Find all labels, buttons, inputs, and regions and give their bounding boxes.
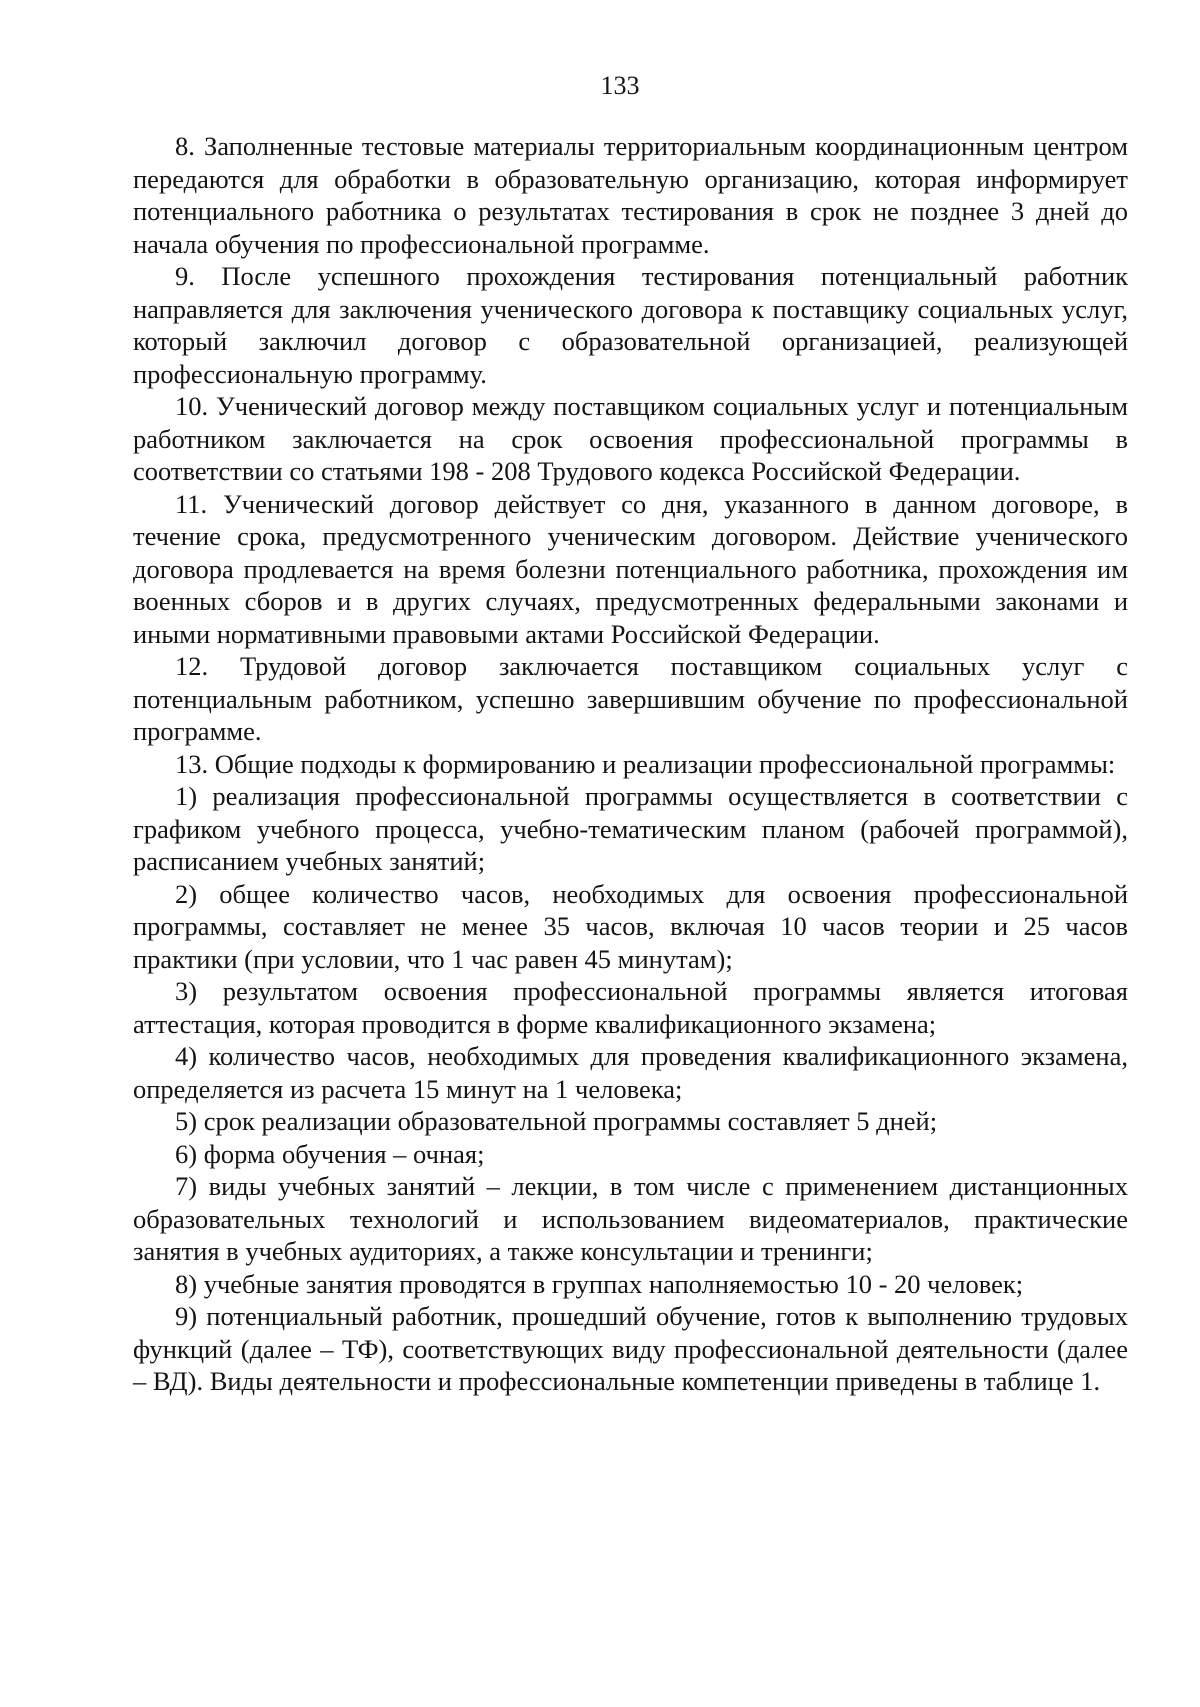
list-item-3: 3) результатом освоения профессиональной программы является итоговая аттестация, которая проводится в форме квалификационного экзамена; <box>133 976 1128 1039</box>
list-item-5: 5) срок реализации образовательной программы составляет 5 дней; <box>175 1106 938 1136</box>
list-item-9: 9) потенциальный работник, прошедший обучение, готов к выполнению трудовых функций (далее – ТФ), соответствующих виду профессиональной деятельности (далее – ВД). Виды деятельности и профессиональные компетенции приведены в таблице 1. <box>133 1301 1128 1396</box>
paragraph-13: 13. Общие подходы к формированию и реализации профессиональной программы: <box>175 748 1116 779</box>
list-item-1: 1) реализация профессиональной программы осуществляется в соответствии с графиком учебного процесса, учебно-тематическим планом (рабочей программой), расписанием учебных занятий; <box>133 781 1128 876</box>
paragraph-10: 10. Ученический договор между поставщиком социальных услуг и потенциальным работником заключается на срок освоения профессиональной программы в соответствии со статьями 198 - 208 Трудового кодекса Российской Федерации. <box>133 391 1128 486</box>
page-number: 133 <box>600 71 640 100</box>
paragraph-11: 11. Ученический договор действует со дня, указанного в данном договоре, в течение срока, предусмотренного ученическим договором. Действие ученического договора продлевается на время болезни потенциального работника, прохождения им военных сборов и в других случаях, предусмотренных федеральными законами и иными нормативными правовыми актами Российской Федерации. <box>133 488 1128 649</box>
list-item-8: 8) учебные занятия проводятся в группах наполняемостью 10 - 20 человек; <box>175 1268 1024 1299</box>
list-item-7: 7) виды учебных занятий – лекции, в том числе с применением дистанционных образовательных технологий и использованием видеоматериалов, практические занятия в учебных аудиториях, а также консультации и тренинги; <box>133 1171 1128 1266</box>
paragraph-8: 8. Заполненные тестовые материалы территориальным координационным центром передаются для обработки в образовательную организацию, которая информирует потенциального работника о результатах тестирования в срок не позднее 3 дней до начала обучения по профессиональной программе. <box>133 131 1128 259</box>
list-item-2: 2) общее количество часов, необходимых для освоения профессиональной программы, составляет не менее 35 часов, включая 10 часов теории и 25 часов практики (при условии, что 1 час равен 45 минутам); <box>133 878 1128 974</box>
list-item-6: 6) форма обучения – очная; <box>175 1138 485 1169</box>
paragraph-9: 9. После успешного прохождения тестирования потенциальный работник направляется для заключения ученического договора к поставщику социальных услуг, который заключил договор с образовательной организацией, реализующей профессиональную программу. <box>133 261 1128 389</box>
list-item-4: 4) количество часов, необходимых для проведения квалификационного экзамена, определяется из расчета 15 минут на 1 человека; <box>133 1041 1128 1104</box>
paragraph-12: 12. Трудовой договор заключается поставщиком социальных услуг с потенциальным работником, успешно завершившим обучение по профессиональной программе. <box>133 651 1128 746</box>
document-body <box>133 130 1128 1398</box>
